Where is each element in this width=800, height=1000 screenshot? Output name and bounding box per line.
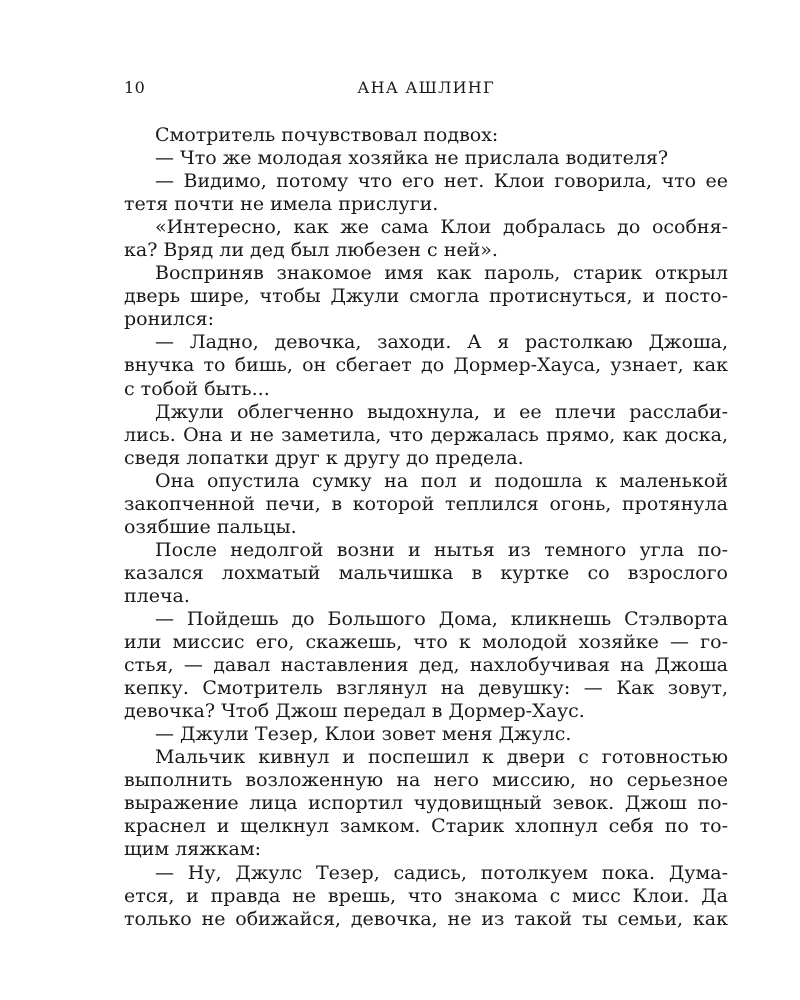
text-line: Она опустила сумку на пол и подошла к маленькой <box>155 469 728 492</box>
text-line: стья, — давал наставления дед, нахлобучивая на Джоша <box>124 654 728 677</box>
text-line: — Ладно, девочка, заходи. А я растолкаю Джоша, <box>155 331 728 354</box>
text-line: кепку. Смотритель взглянул на девушку: — Как зовут, <box>124 677 728 700</box>
text-line: ка? Вряд ли дед был любезен с ней». <box>124 239 498 262</box>
text-line: «Интересно, как же сама Клои добралась до особня- <box>155 216 728 239</box>
text-line: выполнить возложенную на него миссию, но серьезное <box>124 769 728 792</box>
text-line: краснел и щелкнул замком. Старик хлопнул себя по то- <box>124 815 728 838</box>
text-line: выражение лица испортил чудовищный зевок. Джош по- <box>124 792 728 815</box>
text-line: — Джули Тезер, Клои зовет меня Джулс. <box>155 723 572 746</box>
text-line: плеча. <box>124 584 190 607</box>
running-head-author: АНА АШЛИНГ <box>357 78 495 97</box>
text-line: закопченной печи, в которой теплился огонь, протянула <box>124 492 728 515</box>
text-line: с тобой быть... <box>124 377 270 400</box>
text-line: — Пойдешь до Большого Дома, кликнешь Стэлворта <box>155 607 728 630</box>
text-line: Джули облегченно выдохнула, и ее плечи расслаби- <box>155 400 728 423</box>
text-line: ронился: <box>124 308 215 331</box>
text-line: — Что же молодая хозяйка не прислала водителя? <box>155 147 669 170</box>
text-line: только не обижайся, девочка, не из такой ты семьи, как <box>124 907 728 930</box>
text-line: внучка то бишь, он сбегает до Дормер-Хауса, узнает, как <box>124 354 728 377</box>
text-line: Мальчик кивнул и поспешил к двери с готовностью <box>155 746 728 769</box>
text-line: — Видимо, потому что его нет. Клои говорила, что ее <box>155 170 728 193</box>
text-line: казался лохматый мальчишка в куртке со взрослого <box>124 561 728 584</box>
text-line: Восприняв знакомое имя как пароль, старик открыл <box>155 262 728 285</box>
text-line: девочка? Чтоб Джош передал в Дормер-Хаус. <box>124 700 585 723</box>
text-line: сведя лопатки друг к другу до предела. <box>124 446 524 469</box>
text-line: или миссис его, скажешь, что к молодой хозяйке — го- <box>124 631 728 654</box>
body-text <box>124 124 728 931</box>
text-line: Смотритель почувствовал подвох: <box>155 124 499 146</box>
text-line: дверь шире, чтобы Джули смогла протиснуться, и посто- <box>124 285 728 308</box>
page-number: 10 <box>124 78 146 97</box>
text-line: лись. Она и не заметила, что держалась прямо, как доска, <box>124 423 728 446</box>
text-line: озябшие пальцы. <box>124 515 297 538</box>
text-line: После недолгой возни и нытья из темного угла по- <box>155 538 728 561</box>
text-line: тетя почти не имела прислуги. <box>124 193 439 216</box>
text-line: ется, и правда не врешь, что знакома с мисс Клои. Да <box>124 884 728 907</box>
page-header <box>124 78 728 100</box>
text-line: щим ляжкам: <box>124 838 262 861</box>
text-line: — Ну, Джулс Тезер, садись, потолкуем пока. Дума- <box>155 861 728 884</box>
